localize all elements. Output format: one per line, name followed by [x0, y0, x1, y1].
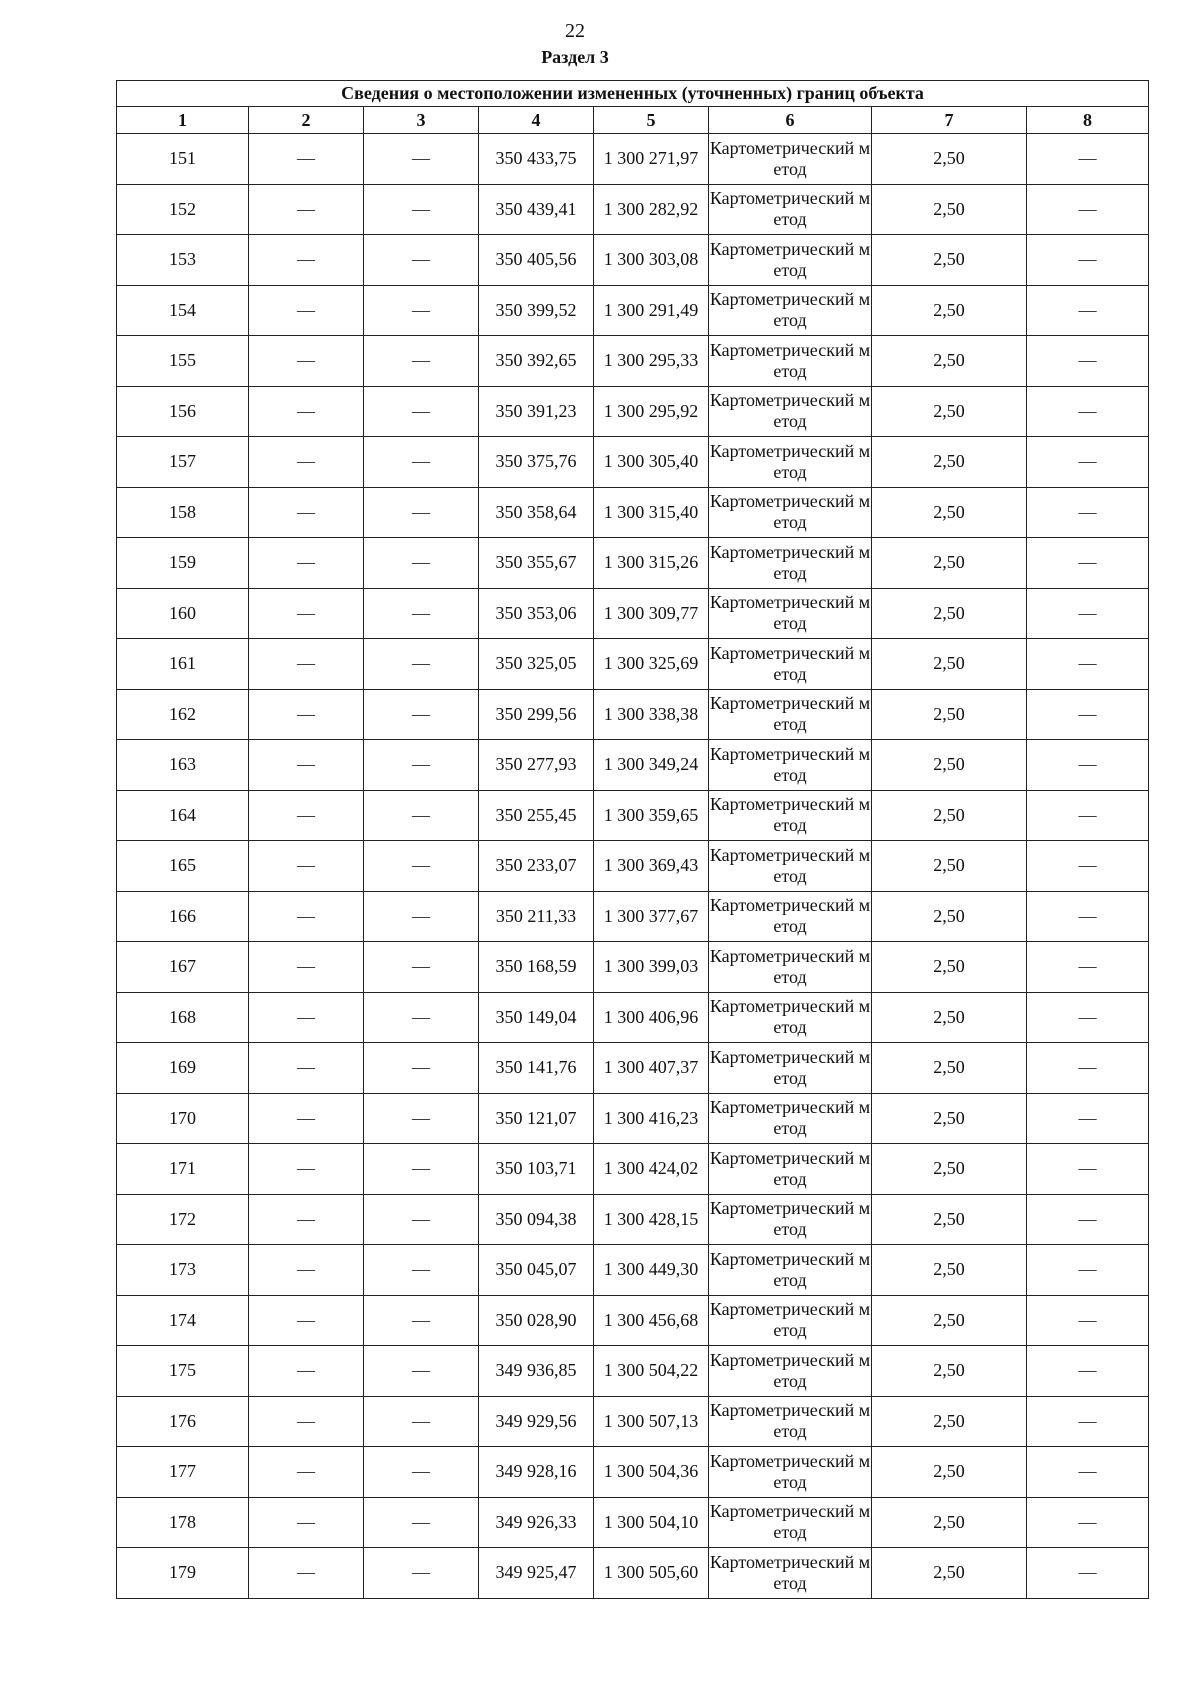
- empty-dash-cell: —: [249, 1497, 364, 1548]
- point-number-cell: 170: [117, 1093, 249, 1144]
- accuracy-cell: 2,50: [872, 134, 1027, 185]
- empty-dash-cell: —: [364, 285, 479, 336]
- accuracy-cell: 2,50: [872, 891, 1027, 942]
- empty-dash-cell: —: [1027, 1396, 1149, 1447]
- coordinate-y-cell: 1 300 406,96: [594, 992, 709, 1043]
- empty-dash-cell: —: [1027, 689, 1149, 740]
- coordinate-y-cell: 1 300 338,38: [594, 689, 709, 740]
- coordinate-y-cell: 1 300 504,10: [594, 1497, 709, 1548]
- coordinate-y-cell: 1 300 303,08: [594, 235, 709, 286]
- point-number-cell: 176: [117, 1396, 249, 1447]
- method-cell: Картометрический метод: [709, 1497, 872, 1548]
- accuracy-cell: 2,50: [872, 437, 1027, 488]
- coordinate-x-cell: 350 233,07: [479, 841, 594, 892]
- coordinate-y-cell: 1 300 507,13: [594, 1396, 709, 1447]
- accuracy-cell: 2,50: [872, 184, 1027, 235]
- coordinate-y-cell: 1 300 305,40: [594, 437, 709, 488]
- empty-dash-cell: —: [1027, 588, 1149, 639]
- coordinate-y-cell: 1 300 416,23: [594, 1093, 709, 1144]
- coordinate-x-cell: 350 439,41: [479, 184, 594, 235]
- table-row: [117, 538, 1149, 589]
- empty-dash-cell: —: [364, 134, 479, 185]
- empty-dash-cell: —: [364, 891, 479, 942]
- point-number-cell: 172: [117, 1194, 249, 1245]
- method-cell: Картометрический метод: [709, 386, 872, 437]
- table-row: [117, 386, 1149, 437]
- table-row: [117, 1093, 1149, 1144]
- method-cell: Картометрический метод: [709, 1144, 872, 1195]
- empty-dash-cell: —: [1027, 1548, 1149, 1599]
- accuracy-cell: 2,50: [872, 1043, 1027, 1094]
- accuracy-cell: 2,50: [872, 1245, 1027, 1296]
- empty-dash-cell: —: [364, 1497, 479, 1548]
- accuracy-cell: 2,50: [872, 1497, 1027, 1548]
- accuracy-cell: 2,50: [872, 841, 1027, 892]
- empty-dash-cell: —: [1027, 1194, 1149, 1245]
- method-cell: Картометрический метод: [709, 740, 872, 791]
- table-body: [117, 134, 1149, 1599]
- accuracy-cell: 2,50: [872, 336, 1027, 387]
- method-cell: Картометрический метод: [709, 285, 872, 336]
- coordinate-y-cell: 1 300 428,15: [594, 1194, 709, 1245]
- empty-dash-cell: —: [249, 184, 364, 235]
- table-row: [117, 689, 1149, 740]
- method-cell: Картометрический метод: [709, 1346, 872, 1397]
- empty-dash-cell: —: [364, 336, 479, 387]
- empty-dash-cell: —: [364, 841, 479, 892]
- column-header: 1: [117, 107, 249, 134]
- method-cell: Картометрический метод: [709, 891, 872, 942]
- empty-dash-cell: —: [1027, 1346, 1149, 1397]
- table-row: [117, 1548, 1149, 1599]
- empty-dash-cell: —: [1027, 134, 1149, 185]
- coordinate-y-cell: 1 300 271,97: [594, 134, 709, 185]
- coordinate-y-cell: 1 300 505,60: [594, 1548, 709, 1599]
- empty-dash-cell: —: [249, 588, 364, 639]
- empty-dash-cell: —: [249, 1548, 364, 1599]
- coordinate-x-cell: 350 211,33: [479, 891, 594, 942]
- method-cell: Картометрический метод: [709, 1396, 872, 1447]
- coordinate-x-cell: 350 094,38: [479, 1194, 594, 1245]
- column-number-row: [117, 107, 1149, 134]
- column-header: 7: [872, 107, 1027, 134]
- coordinate-y-cell: 1 300 359,65: [594, 790, 709, 841]
- method-cell: Картометрический метод: [709, 841, 872, 892]
- method-cell: Картометрический метод: [709, 942, 872, 993]
- empty-dash-cell: —: [249, 1043, 364, 1094]
- empty-dash-cell: —: [364, 1144, 479, 1195]
- point-number-cell: 159: [117, 538, 249, 589]
- method-cell: Картометрический метод: [709, 1245, 872, 1296]
- accuracy-cell: 2,50: [872, 1396, 1027, 1447]
- empty-dash-cell: —: [1027, 1144, 1149, 1195]
- coordinate-y-cell: 1 300 407,37: [594, 1043, 709, 1094]
- empty-dash-cell: —: [1027, 1043, 1149, 1094]
- coordinate-x-cell: 350 045,07: [479, 1245, 594, 1296]
- coordinate-y-cell: 1 300 295,33: [594, 336, 709, 387]
- method-cell: Картометрический метод: [709, 1447, 872, 1498]
- table-row: [117, 336, 1149, 387]
- method-cell: Картометрический метод: [709, 1194, 872, 1245]
- coordinate-x-cell: 350 399,52: [479, 285, 594, 336]
- accuracy-cell: 2,50: [872, 1295, 1027, 1346]
- empty-dash-cell: —: [1027, 790, 1149, 841]
- empty-dash-cell: —: [249, 1194, 364, 1245]
- point-number-cell: 160: [117, 588, 249, 639]
- empty-dash-cell: —: [249, 1093, 364, 1144]
- empty-dash-cell: —: [249, 386, 364, 437]
- method-cell: Картометрический метод: [709, 1295, 872, 1346]
- empty-dash-cell: —: [1027, 1093, 1149, 1144]
- accuracy-cell: 2,50: [872, 487, 1027, 538]
- accuracy-cell: 2,50: [872, 740, 1027, 791]
- coordinate-y-cell: 1 300 309,77: [594, 588, 709, 639]
- accuracy-cell: 2,50: [872, 790, 1027, 841]
- point-number-cell: 161: [117, 639, 249, 690]
- point-number-cell: 167: [117, 942, 249, 993]
- point-number-cell: 164: [117, 790, 249, 841]
- empty-dash-cell: —: [1027, 235, 1149, 286]
- accuracy-cell: 2,50: [872, 285, 1027, 336]
- coordinate-y-cell: 1 300 315,40: [594, 487, 709, 538]
- empty-dash-cell: —: [364, 1548, 479, 1599]
- section-title: Раздел 3: [541, 47, 609, 67]
- point-number-cell: 177: [117, 1447, 249, 1498]
- empty-dash-cell: —: [1027, 487, 1149, 538]
- empty-dash-cell: —: [364, 639, 479, 690]
- empty-dash-cell: —: [249, 992, 364, 1043]
- point-number-cell: 174: [117, 1295, 249, 1346]
- method-cell: Картометрический метод: [709, 1043, 872, 1094]
- table-row: [117, 1245, 1149, 1296]
- empty-dash-cell: —: [1027, 336, 1149, 387]
- point-number-cell: 154: [117, 285, 249, 336]
- empty-dash-cell: —: [249, 841, 364, 892]
- method-cell: Картометрический метод: [709, 1548, 872, 1599]
- empty-dash-cell: —: [364, 588, 479, 639]
- empty-dash-cell: —: [249, 689, 364, 740]
- empty-dash-cell: —: [1027, 992, 1149, 1043]
- table-caption-row: [117, 81, 1149, 107]
- empty-dash-cell: —: [249, 336, 364, 387]
- method-cell: Картометрический метод: [709, 689, 872, 740]
- empty-dash-cell: —: [1027, 639, 1149, 690]
- empty-dash-cell: —: [364, 386, 479, 437]
- point-number-cell: 175: [117, 1346, 249, 1397]
- table-row: [117, 1043, 1149, 1094]
- empty-dash-cell: —: [364, 689, 479, 740]
- column-header: 3: [364, 107, 479, 134]
- point-number-cell: 155: [117, 336, 249, 387]
- point-number-cell: 163: [117, 740, 249, 791]
- empty-dash-cell: —: [1027, 1295, 1149, 1346]
- table-row: [117, 740, 1149, 791]
- coordinate-x-cell: 350 168,59: [479, 942, 594, 993]
- empty-dash-cell: —: [249, 437, 364, 488]
- point-number-cell: 178: [117, 1497, 249, 1548]
- table-row: [117, 1497, 1149, 1548]
- empty-dash-cell: —: [364, 790, 479, 841]
- coordinate-x-cell: 350 358,64: [479, 487, 594, 538]
- empty-dash-cell: —: [249, 1346, 364, 1397]
- point-number-cell: 168: [117, 992, 249, 1043]
- table-row: [117, 841, 1149, 892]
- coordinate-y-cell: 1 300 377,67: [594, 891, 709, 942]
- table-row: [117, 942, 1149, 993]
- empty-dash-cell: —: [364, 1447, 479, 1498]
- point-number-cell: 171: [117, 1144, 249, 1195]
- coordinate-x-cell: 350 355,67: [479, 538, 594, 589]
- point-number-cell: 153: [117, 235, 249, 286]
- coordinate-y-cell: 1 300 325,69: [594, 639, 709, 690]
- method-cell: Картометрический метод: [709, 992, 872, 1043]
- accuracy-cell: 2,50: [872, 1346, 1027, 1397]
- coordinate-x-cell: 350 375,76: [479, 437, 594, 488]
- empty-dash-cell: —: [249, 639, 364, 690]
- method-cell: Картометрический метод: [709, 437, 872, 488]
- coordinate-x-cell: 350 392,65: [479, 336, 594, 387]
- empty-dash-cell: —: [364, 235, 479, 286]
- empty-dash-cell: —: [249, 1245, 364, 1296]
- empty-dash-cell: —: [1027, 184, 1149, 235]
- point-number-cell: 165: [117, 841, 249, 892]
- accuracy-cell: 2,50: [872, 992, 1027, 1043]
- point-number-cell: 162: [117, 689, 249, 740]
- point-number-cell: 166: [117, 891, 249, 942]
- point-number-cell: 173: [117, 1245, 249, 1296]
- coordinate-y-cell: 1 300 456,68: [594, 1295, 709, 1346]
- empty-dash-cell: —: [249, 1396, 364, 1447]
- column-header: 4: [479, 107, 594, 134]
- empty-dash-cell: —: [249, 1447, 364, 1498]
- empty-dash-cell: —: [1027, 1497, 1149, 1548]
- coordinate-y-cell: 1 300 282,92: [594, 184, 709, 235]
- empty-dash-cell: —: [364, 1194, 479, 1245]
- empty-dash-cell: —: [249, 1295, 364, 1346]
- empty-dash-cell: —: [249, 891, 364, 942]
- column-header: 5: [594, 107, 709, 134]
- empty-dash-cell: —: [364, 1346, 479, 1397]
- empty-dash-cell: —: [249, 538, 364, 589]
- empty-dash-cell: —: [249, 235, 364, 286]
- empty-dash-cell: —: [364, 1245, 479, 1296]
- table-row: [117, 790, 1149, 841]
- empty-dash-cell: —: [1027, 841, 1149, 892]
- method-cell: Картометрический метод: [709, 336, 872, 387]
- coordinate-x-cell: 350 121,07: [479, 1093, 594, 1144]
- boundary-coordinates-table: [116, 80, 1149, 1599]
- method-cell: Картометрический метод: [709, 487, 872, 538]
- coordinate-x-cell: 349 936,85: [479, 1346, 594, 1397]
- method-cell: Картометрический метод: [709, 588, 872, 639]
- empty-dash-cell: —: [249, 1144, 364, 1195]
- point-number-cell: 151: [117, 134, 249, 185]
- table-row: [117, 1194, 1149, 1245]
- coordinate-x-cell: 349 925,47: [479, 1548, 594, 1599]
- column-header: 8: [1027, 107, 1149, 134]
- empty-dash-cell: —: [249, 942, 364, 993]
- table-caption: Сведения о местоположении измененных (уточненных) границ объекта: [117, 81, 1149, 107]
- coordinate-y-cell: 1 300 369,43: [594, 841, 709, 892]
- empty-dash-cell: —: [249, 487, 364, 538]
- coordinate-x-cell: 350 299,56: [479, 689, 594, 740]
- empty-dash-cell: —: [364, 992, 479, 1043]
- table-row: [117, 1396, 1149, 1447]
- accuracy-cell: 2,50: [872, 1447, 1027, 1498]
- table-row: [117, 235, 1149, 286]
- point-number-cell: 158: [117, 487, 249, 538]
- coordinate-x-cell: 350 433,75: [479, 134, 594, 185]
- method-cell: Картометрический метод: [709, 790, 872, 841]
- empty-dash-cell: —: [249, 740, 364, 791]
- table-row: [117, 1295, 1149, 1346]
- accuracy-cell: 2,50: [872, 386, 1027, 437]
- empty-dash-cell: —: [364, 184, 479, 235]
- table-row: [117, 487, 1149, 538]
- coordinate-y-cell: 1 300 349,24: [594, 740, 709, 791]
- coordinate-x-cell: 349 929,56: [479, 1396, 594, 1447]
- accuracy-cell: 2,50: [872, 1194, 1027, 1245]
- coordinate-y-cell: 1 300 504,22: [594, 1346, 709, 1397]
- coordinate-y-cell: 1 300 295,92: [594, 386, 709, 437]
- accuracy-cell: 2,50: [872, 235, 1027, 286]
- page-number: 22: [565, 20, 585, 42]
- coordinate-x-cell: 349 926,33: [479, 1497, 594, 1548]
- empty-dash-cell: —: [1027, 740, 1149, 791]
- coordinate-y-cell: 1 300 449,30: [594, 1245, 709, 1296]
- method-cell: Картометрический метод: [709, 538, 872, 589]
- point-number-cell: 152: [117, 184, 249, 235]
- empty-dash-cell: —: [364, 740, 479, 791]
- coordinate-x-cell: 350 405,56: [479, 235, 594, 286]
- coordinate-x-cell: 350 103,71: [479, 1144, 594, 1195]
- empty-dash-cell: —: [249, 134, 364, 185]
- empty-dash-cell: —: [364, 1295, 479, 1346]
- coordinate-x-cell: 350 353,06: [479, 588, 594, 639]
- empty-dash-cell: —: [1027, 538, 1149, 589]
- coordinate-y-cell: 1 300 424,02: [594, 1144, 709, 1195]
- coordinate-y-cell: 1 300 291,49: [594, 285, 709, 336]
- empty-dash-cell: —: [1027, 437, 1149, 488]
- coordinate-y-cell: 1 300 315,26: [594, 538, 709, 589]
- empty-dash-cell: —: [1027, 942, 1149, 993]
- empty-dash-cell: —: [364, 1396, 479, 1447]
- table-row: [117, 588, 1149, 639]
- point-number-cell: 156: [117, 386, 249, 437]
- accuracy-cell: 2,50: [872, 942, 1027, 993]
- accuracy-cell: 2,50: [872, 1093, 1027, 1144]
- empty-dash-cell: —: [364, 942, 479, 993]
- empty-dash-cell: —: [249, 790, 364, 841]
- table-row: [117, 1447, 1149, 1498]
- coordinate-x-cell: 349 928,16: [479, 1447, 594, 1498]
- accuracy-cell: 2,50: [872, 1548, 1027, 1599]
- empty-dash-cell: —: [364, 437, 479, 488]
- empty-dash-cell: —: [1027, 891, 1149, 942]
- empty-dash-cell: —: [1027, 285, 1149, 336]
- empty-dash-cell: —: [364, 1093, 479, 1144]
- coordinate-x-cell: 350 028,90: [479, 1295, 594, 1346]
- accuracy-cell: 2,50: [872, 1144, 1027, 1195]
- table-row: [117, 639, 1149, 690]
- point-number-cell: 169: [117, 1043, 249, 1094]
- coordinate-x-cell: 350 149,04: [479, 992, 594, 1043]
- column-header: 2: [249, 107, 364, 134]
- empty-dash-cell: —: [1027, 1447, 1149, 1498]
- empty-dash-cell: —: [1027, 1245, 1149, 1296]
- method-cell: Картометрический метод: [709, 1093, 872, 1144]
- method-cell: Картометрический метод: [709, 235, 872, 286]
- empty-dash-cell: —: [1027, 386, 1149, 437]
- table-row: [117, 891, 1149, 942]
- table-row: [117, 285, 1149, 336]
- coordinate-x-cell: 350 255,45: [479, 790, 594, 841]
- method-cell: Картометрический метод: [709, 134, 872, 185]
- empty-dash-cell: —: [249, 285, 364, 336]
- column-header: 6: [709, 107, 872, 134]
- coordinate-x-cell: 350 141,76: [479, 1043, 594, 1094]
- method-cell: Картометрический метод: [709, 639, 872, 690]
- table-row: [117, 1346, 1149, 1397]
- accuracy-cell: 2,50: [872, 689, 1027, 740]
- empty-dash-cell: —: [364, 538, 479, 589]
- table-row: [117, 1144, 1149, 1195]
- table-row: [117, 992, 1149, 1043]
- empty-dash-cell: —: [364, 487, 479, 538]
- coordinate-y-cell: 1 300 399,03: [594, 942, 709, 993]
- table-row: [117, 437, 1149, 488]
- coordinate-y-cell: 1 300 504,36: [594, 1447, 709, 1498]
- accuracy-cell: 2,50: [872, 538, 1027, 589]
- point-number-cell: 179: [117, 1548, 249, 1599]
- table-row: [117, 134, 1149, 185]
- accuracy-cell: 2,50: [872, 639, 1027, 690]
- coordinate-x-cell: 350 391,23: [479, 386, 594, 437]
- accuracy-cell: 2,50: [872, 588, 1027, 639]
- coordinate-x-cell: 350 325,05: [479, 639, 594, 690]
- coordinate-x-cell: 350 277,93: [479, 740, 594, 791]
- point-number-cell: 157: [117, 437, 249, 488]
- empty-dash-cell: —: [364, 1043, 479, 1094]
- table-row: [117, 184, 1149, 235]
- method-cell: Картометрический метод: [709, 184, 872, 235]
